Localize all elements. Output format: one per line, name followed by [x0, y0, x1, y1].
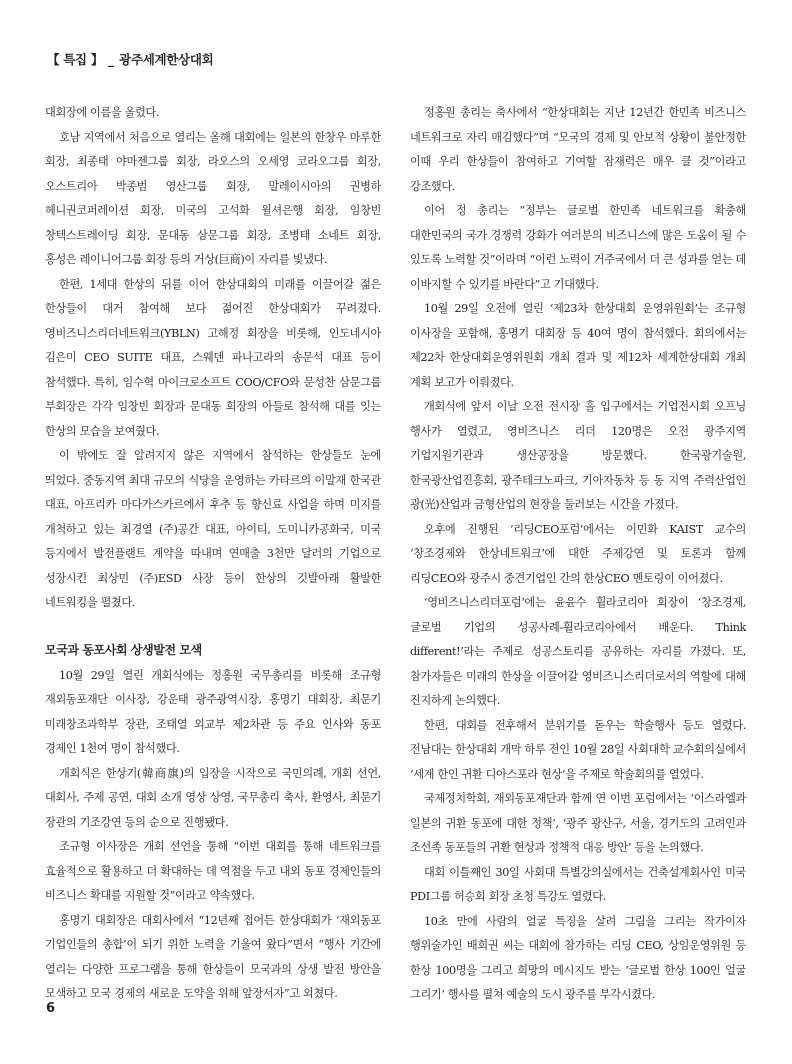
- section-subheading: 모국과 동포사회 상생발전 모색: [45, 642, 202, 657]
- header-separator: _: [108, 52, 115, 67]
- body-paragraph: 호남 지역에서 처음으로 열리는 올해 대회에는 일본의 한창우 마루한 회장, 최종태 야마젠그룹 회장, 라오스의 오세영 코라오그룹 회장, 오스트리아 박종범 영산그룹 회장, 말레이시아의 권병하 헤니권코퍼레이션 회장, 미국의 고석화 윌셔은행 회장, 임창빈 창텍스트레이딩 회장, 문대동 삼문그룹 회장, 조병태 소네트 회장, 홍성은 레이니어그룹 회장 등의 거상(巨商)이 자리를 빛냈다.: [45, 130, 381, 266]
- header-section-label: 특집: [63, 52, 87, 67]
- body-paragraph: 조규형 이사장은 개회 선언을 통해 “이번 대회를 통해 네트워크를 효율적으로 활용하고 더 확대하는 데 역점을 두고 내외 동포 경제인들의 비즈니스 확대를 지원할 것”이라고 약속했다.: [45, 840, 381, 902]
- body-paragraph: ‘영비즈니스리더포럼’에는 윤윤수 휠라코리아 회장이 ‘창조경제, 글로벌 기업의 성공사례-휠라코리아에서 배운다. Think different!’라는 주제로 성공스토리를 공유하는 자리를 가졌다. 또, 참가자들은 미래의 한상을 이끌어갈 영비즈니스리더로서의 역할에 대해 진지하게 논의했다.: [410, 596, 746, 707]
- body-paragraph: 국제정치학회, 재외동포재단과 함께 연 이번 포럼에서는 ‘이스라엘과 일본의 귀환 동포에 대한 정책’, ‘광주 광산구, 서울, 경기도의 고려인과 조선족 동포들의 귀환 현상과 정책적 대응 방안’ 등을 논의했다.: [410, 792, 746, 854]
- body-paragraph: 대회 이틀째인 30일 사회대 특별강의실에서는 건축설계회사인 미국 PDI그룹 허승회 회장 초청 특강도 열렸다.: [410, 865, 746, 903]
- body-paragraph: 한편, 대회를 전후해서 분위기를 돋우는 학술행사 등도 열렸다. 전남대는 한상대회 개막 하루 전인 10월 28일 사회대학 교수회의실에서 ‘세계 한인 귀환 디아스포라 현상’을 주제로 학술회의를 열었다.: [410, 718, 746, 781]
- body-paragraph: 10월 29일 열린 개회식에는 정홍원 국무총리를 비롯해 조규형 재외동포재단 이사장, 강운태 광주광역시장, 홍명기 대회장, 최문기 미래창조과학부 장관, 조태열 외교부 제2차관 등 주요 인사와 동포 경제인 1천여 명이 참석했다.: [45, 668, 381, 755]
- header-bracket-open: 【: [47, 52, 60, 67]
- body-paragraph: 개회식은 한상기(韓商旗)의 입장을 시작으로 국민의례, 개회 선언, 대회사, 주제 공연, 대회 소개 영상 상영, 국무총리 축사, 환영사, 최문기 장관의 기조강연 등의 순으로 진행됐다.: [45, 766, 381, 829]
- body-paragraph: 대회장에 이름을 올렸다.: [45, 106, 160, 119]
- right-column: [410, 101, 746, 1008]
- header-title: 광주세계한상대회: [119, 52, 214, 67]
- body-paragraph: 이 밖에도 잘 알려지지 않은 지역에서 참석하는 한상들도 눈에 띄었다. 중동지역 최대 규모의 식당을 운영하는 카타르의 이말재 한국관 대표, 아프리카 마다가스카르에서 후추 등 향신료 사업을 하며 미지를 개척하고 있는 최경열 (주)공간 대표, 아이티, 도미니카공화국, 미국 등지에서 발전플랜트 계약을 따내며 연매출 3천만 달러의 기업으로 성장시킨 최상민 (주)ESD 사장 등이 한상의 깃발아래 활발한 네트워킹을 펼쳤다.: [45, 449, 381, 609]
- page-number: 6: [46, 1001, 56, 1016]
- body-paragraph: 개회식에 앞서 이날 오전 전시장 홀 입구에서는 기업전시회 오프닝 행사가 열렸고, 영비즈니스 리더 120명은 오전 광주지역 기업지원기관과 생산공장을 방문했다. 한국광기술원, 한국광산업진흥회, 광주테크노파크, 기아자동차 등 동 지역 주력산업인 광(光)산업과 금형산업의 현장을 둘러보는 시간을 가졌다.: [410, 400, 746, 511]
- body-paragraph: 10월 29일 오전에 열린 ‘제23차 한상대회 운영위원회’는 조규형 이사장을 포함해, 홍명기 대회장 등 40여 명이 참석했다. 회의에서는 제22차 한상대회운영위원회 개최 결과 및 제12차 세계한상대회 개최 계획 보고가 이뤄졌다.: [410, 302, 746, 389]
- body-paragraph: 이어 정 총리는 “정부는 글로벌 한민족 네트워크를 확충해 대한민국의 국가 경쟁력 강화가 여러분의 비즈니스에 많은 도움이 될 수 있도록 노력할 것”이라며 “이런 노력이 거주국에서 더 큰 성과를 얻는 데 이바지할 수 있기를 바란다”고 기대했다.: [410, 204, 746, 291]
- section-header: [47, 50, 213, 68]
- body-paragraph: 홍명기 대회장은 대회사에서 “12년째 접어든 한상대회가 ‘재외동포 기업인들의 총합’이 되기 위한 노력을 기울여 왔다”면서 “행사 기간에 열리는 다양한 프로그램을 통해 한상들이 모국과의 상생 발전 방안을 모색하고 모국 경제의 새로운 도약을 위해 앞장서자”고 외쳤다.: [45, 913, 381, 1000]
- body-paragraph: 오후에 진행된 ‘리딩CEO포럼’에서는 이민화 KAIST 교수의 ‘창조경제와 한상네트워크’에 대한 주제강연 및 토론과 함께 리딩CEO와 광주시 중견기업인 간의 한상CEO 멘토링이 이어졌다.: [410, 522, 746, 585]
- body-paragraph: 정홍원 총리는 축사에서 “한상대회는 지난 12년간 한민족 비즈니스 네트워크로 자리 매김했다”며 “모국의 경제 및 안보적 상황이 불안정한 이때 우리 한상들이 참여하고 기여할 잠재력은 매우 클 것”이라고 강조했다.: [410, 106, 746, 193]
- body-paragraph: 한편, 1세대 한상의 뒤를 이어 한상대회의 미래를 이끌어갈 젊은 한상들이 대거 참여해 보다 젊어진 한상대회가 꾸려졌다. 영비즈니스리더네트워크(YBLN) 고해정 회장을 비롯해, 인도네시아 김은미 CEO SUITE 대표, 스웨덴 파나고라의 송문석 대표 등이 참석했다. 특히, 임수혁 마이크로소프트 COO/CFO와 문성찬 삼문그룹 부회장은 각각 임창빈 회장과 문대동 회장의 아들로 참석해 대를 잇는 한상의 모습을 보여줬다.: [45, 277, 381, 438]
- left-column: [45, 101, 381, 1007]
- body-paragraph: 10초 만에 사람의 얼굴 특징을 살려 그림을 그리는 작가이자 행위술가인 배희권 씨는 대회에 참가하는 리딩 CEO, 상임운영위원 등 한상 100명을 그리고 희망의 메시지도 받는 ‘글로벌 한상 100인 얼굴 그리기’ 행사를 펼쳐 예술의 도시 광주를 부각시켰다.: [410, 914, 746, 1001]
- header-bracket-close: 】: [90, 52, 104, 67]
